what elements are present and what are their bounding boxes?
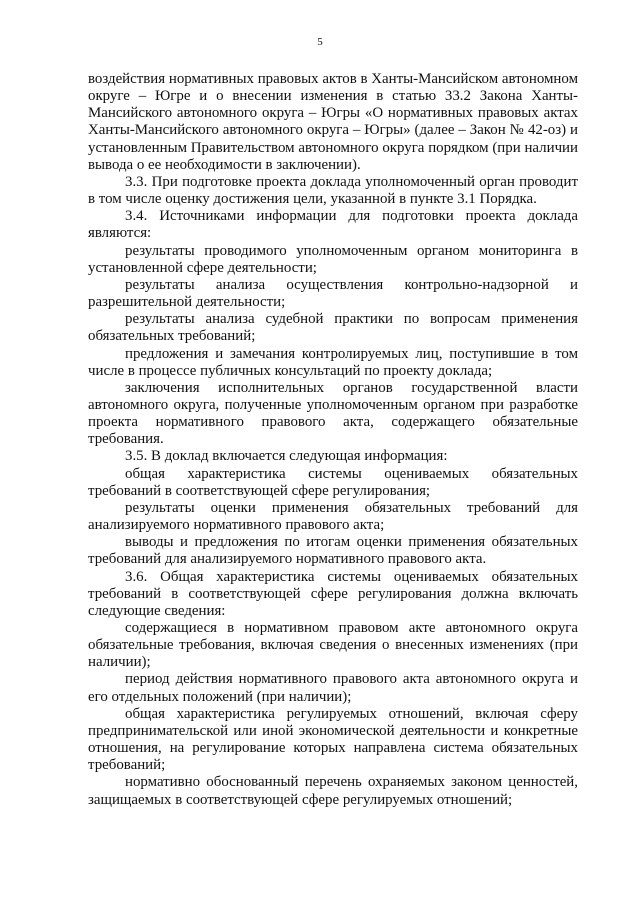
list-item-protected-values: нормативно обоснованный перечень охраняемых законом ценностей, защищаемых в соответствующей сфере регулируемых отношений;: [88, 774, 578, 808]
list-item-proposals: предложения и замечания контролируемых лиц, поступившие в том числе в процессе публичных консультаций по проекту доклада;: [88, 345, 578, 379]
list-item-control-analysis: результаты анализа осуществления контрольно-надзорной и разрешительной деятельности;: [88, 276, 578, 311]
list-item-conclusions: заключения исполнительных органов государственной власти автономного округа, полученные уполномоченным органом при разработке проекта нормативного правового акта, содержащего обязательные требования.: [88, 379, 578, 448]
list-item-contained-requirements: содержащиеся в нормативном правовом акте автономного округа обязательные требования, включая сведения о внесенных изменениях (при наличии);: [88, 620, 578, 671]
paragraph-3-3: 3.3. При подготовке проекта доклада уполномоченный орган проводит в том числе оценку достижения цели, указанной в пункте 3.1 Порядка.: [88, 173, 578, 208]
list-item-general-characteristic: общая характеристика системы оцениваемых обязательных требований в соответствующей сфере регулирования;: [88, 465, 578, 499]
paragraph-3-6: 3.6. Общая характеристика системы оцениваемых обязательных требований в соответствующей сфере регулирования должна включать следующие сведения:: [88, 568, 578, 619]
list-item-court-practice: результаты анализа судебной практики по вопросам применения обязательных требований;: [88, 311, 578, 345]
paragraph-3-5: 3.5. В доклад включается следующая информация:: [125, 448, 448, 465]
document-body: [88, 71, 578, 809]
page-number: 5: [317, 36, 323, 48]
list-item-evaluation-results: результаты оценки применения обязательных требований для анализируемого нормативного правового акта;: [88, 499, 578, 534]
list-item-regulated-relations: общая характеристика регулируемых отношений, включая сферу предпринимательской или иной экономической деятельности и конкретные отношения, на регулирование которых направлена система обязательных требований;: [88, 705, 578, 774]
paragraph-3-4: 3.4. Источниками информации для подготовки проекта доклада являются:: [88, 208, 578, 242]
list-item-validity-period: период действия нормативного правового акта автономного округа и его отдельных положений (при наличии);: [88, 671, 578, 705]
list-item-monitoring: результаты проводимого уполномоченным органом мониторинга в установленной сфере деятельности;: [88, 242, 578, 276]
list-item-findings: выводы и предложения по итогам оценки применения обязательных требований для анализируемого нормативного правового акта.: [88, 534, 578, 568]
paragraph-continuation: воздействия нормативных правовых актов в Ханты-Мансийском автономном округе – Югре и о внесении изменения в статью 33.2 Закона Ханты-Мансийского автономного округа – Югры «О нормативных правовых актах Ханты-Мансийского автономного округа – Югры» (далее – Закон № 42-оз) и установленным Правительством автономного округа порядком (при наличии вывода о ее необходимости в заключении).: [88, 71, 578, 173]
